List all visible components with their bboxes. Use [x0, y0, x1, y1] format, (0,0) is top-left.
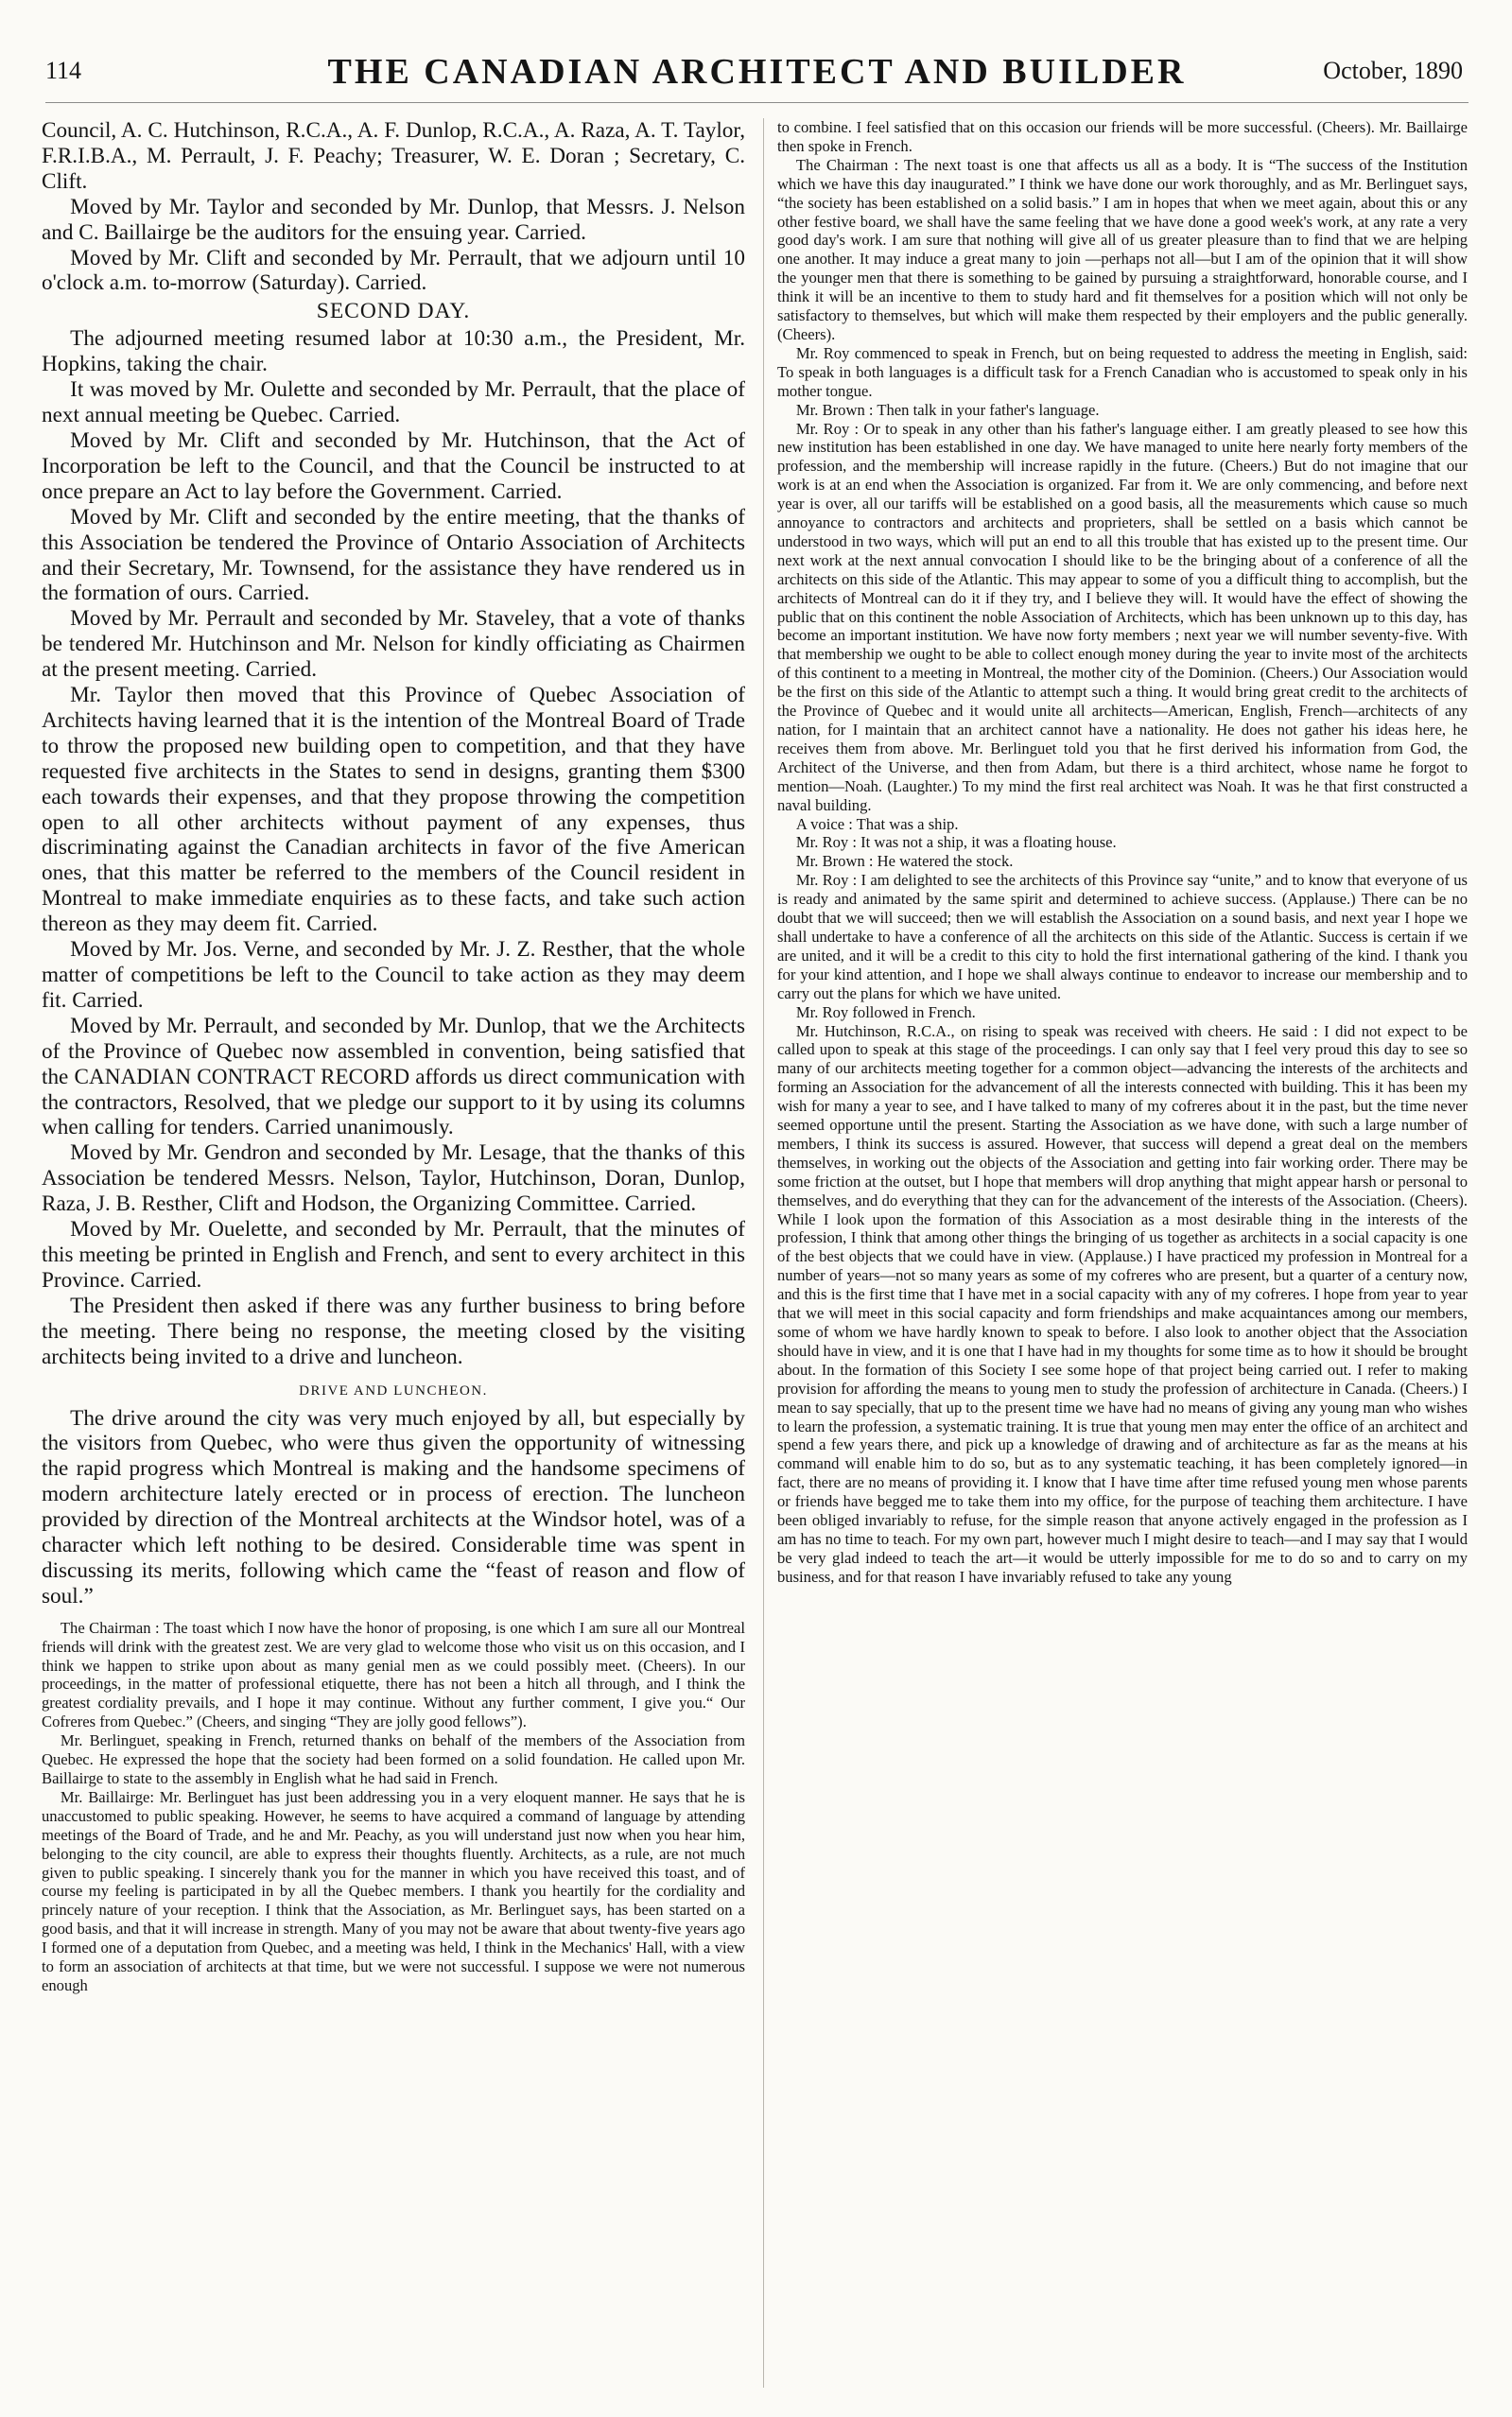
paragraph: Mr. Taylor then moved that this Province of Quebec Association of Architects having learned that it is the intention of the Montreal Board of Trade to throw the proposed new building open to competition, and that they have requested five architects in the States to send in designs, granting them $300 each towards their expenses, and that they propose throwing the competition open to all other architects without payment of any expenses, thus discriminating against the Canadian architects in favor of the five American ones, that this matter be referred to the members of the Council resident in Montreal to make immediate enquiries as to these facts, and take such action thereon as they may deem fit. Carried. [42, 683, 745, 937]
paragraph: Council, A. C. Hutchinson, R.C.A., A. F. Dunlop, R.C.A., A. Raza, A. T. Taylor, F.R.I.B.A., M. Perrault, J. F. Peachy; Treasurer, W. E. Doran ; Secretary, C. Clift. [42, 118, 745, 194]
speech-paragraph: Mr. Roy : It was not a ship, it was a floating house. [795, 833, 1117, 852]
publication-title: THE CANADIAN ARCHITECT AND BUILDER [327, 52, 1187, 92]
page-number: 114 [45, 57, 82, 84]
paragraph: Moved by Mr. Gendron and seconded by Mr. Lesage, that the thanks of this Association be tendered Messrs. Nelson, Taylor, Hutchinson, Doran, Dunlop, Raza, J. B. Resther, Clift and Hodson, the Organizing Committee. Carried. [42, 1140, 745, 1217]
paragraph: Moved by Mr. Clift and seconded by Mr. Perrault, that we adjourn until 10 o'clock a.m. to-morrow (Saturday). Carried. [42, 245, 745, 296]
issue-date: October, 1890 [1323, 57, 1463, 84]
section-heading-drive-luncheon: DRIVE AND LUNCHEON. [299, 1382, 488, 1399]
section-heading-second-day: SECOND DAY. [316, 299, 471, 324]
paragraph: Moved by Mr. Ouelette, and seconded by Mr. Perrault, that the minutes of this meeting be printed in English and French, and sent to every architect in this Province. Carried. [42, 1217, 745, 1293]
page-header [45, 49, 1469, 103]
paragraph: It was moved by Mr. Oulette and seconded by Mr. Perrault, that the place of next annual meeting be Quebec. Carried. [42, 377, 745, 428]
speech-paragraph: A voice : That was a ship. [795, 814, 959, 833]
speech-paragraph: Mr. Brown : Then talk in your father's language. [795, 400, 1100, 419]
speech-paragraph: Mr. Roy followed in French. [795, 1002, 976, 1021]
speech-paragraph: Mr. Roy commenced to speak in French, but on being requested to address the meeting in English, said: To speak in both languages is a difficult task for a French Canadian who is accustomed to speak only in his mother tongue. [777, 343, 1468, 400]
paragraph: Moved by Mr. Perrault, and seconded by Mr. Dunlop, that we the Architects of the Province of Quebec now assembled in convention, being satisfied that the CANADIAN CONTRACT RECORD affords us direct communication with the contractors, Resolved, that we pledge our support to it by using its columns when calling for tenders. Carried unanimously. [42, 1013, 745, 1140]
paragraph: Moved by Mr. Perrault and seconded by Mr. Staveley, that a vote of thanks be tendered Mr. Hutchinson and Mr. Nelson for kindly officiating as Chairmen at the present meeting. Carried. [42, 606, 745, 683]
speech-paragraph: Mr. Baillairge: Mr. Berlinguet has just been addressing you in a very eloquent manner. He says that he is unaccustomed to public speaking. However, he seems to have acquired a command of language by attending meetings of the Board of Trade, and he and Mr. Peachy, as you will understand just now when you hear him, belonging to the city council, are able to express their thoughts fluently. Architects, as a rule, are not much given to public speaking. I sincerely thank you for the manner in which you have received this toast, and of course my feeling is participated in by all the Quebec members. I thank you heartily for the cordiality and princely nature of your reception. I think that the Association, as Mr. Berlinguet says, has been started on a good basis, and that it will increase in strength. Many of you may not be aware that about twenty-five years ago I formed one of a deputation from Quebec, and a meeting was held, I think in the Mechanics' Hall, with a view to form an association of architects at that time, but we were not successful. I suppose we were not numerous enough [42, 1787, 745, 1994]
column-divider [763, 118, 764, 2388]
speech-paragraph: The Chairman : The next toast is one that affects us all as a body. It is “The success of the Institution which we have this day inaugurated.” I think we have done our work thoroughly, and as Mr. Berlinguet says, “the society has been established on a solid basis.” I am in hopes that when we meet again, about this or any other festive board, we shall have the same feeling that we have done a good week's work, at any rate a very good day's work. I am sure that nothing will give all of us greater pleasure than to find that we are helping one another. It may induce a great many to join —perhaps not all—but I am of the opinion that it will show the younger men that there is something to be gained by pursuing a straightforward, honorable course, and I think it will be an incentive to them to study hard and fit themselves for a position which will not only be satisfactory to themselves, but which will make them respected by their employers and the public generally. (Cheers). [777, 155, 1468, 343]
paragraph: The drive around the city was very much enjoyed by all, but especially by the visitors from Quebec, who were thus given the opportunity of witnessing the rapid progress which Montreal is making and the handsome specimens of modern architecture lately erected or in process of erection. The luncheon provided by direction of the Montreal architects at the Windsor hotel, was of a character which left nothing to be desired. Considerable time was spent in discussing its merits, following which came the “feast of reason and flow of soul.” [42, 1405, 745, 1608]
paragraph: Moved by Mr. Jos. Verne, and seconded by Mr. J. Z. Resther, that the whole matter of competitions be left to the Council to take action as they may deem fit. Carried. [42, 937, 745, 1013]
speech-paragraph: to combine. I feel satisfied that on this occasion our friends will be more successful. (Cheers). Mr. Baillairge then spoke in French. [777, 118, 1468, 155]
paragraph: The adjourned meeting resumed labor at 10:30 a.m., the President, Mr. Hopkins, taking the chair. [42, 326, 745, 377]
paragraph: Moved by Mr. Taylor and seconded by Mr. Dunlop, that Messrs. J. Nelson and C. Baillairge be the auditors for the ensuing year. Carried. [42, 194, 745, 245]
speech-paragraph: The Chairman : The toast which I now have the honor of proposing, is one which I am sure all our Montreal friends will drink with the greatest zest. We are very glad to welcome those who visit us on this occasion, and I think we happen to strike upon about as many genial men as we could possibly meet. (Cheers). In our proceedings, in the matter of professional etiquette, there has not been a hitch all through, and I think the greatest cordiality prevails, and I hope it may continue. Without any further comment, I give you.“ Our Cofreres from Quebec.” (Cheers, and singing “They are jolly good fellows”). [42, 1618, 745, 1731]
speech-paragraph: Mr. Brown : He watered the stock. [795, 852, 1014, 871]
right-column [777, 118, 1468, 2392]
paragraph: Moved by Mr. Clift and seconded by Mr. Hutchinson, that the Act of Incorporation be left to the Council, and that the Council be instructed to at once prepare an Act to lay before the Government. Carried. [42, 427, 745, 504]
speech-paragraph: Mr. Berlinguet, speaking in French, returned thanks on behalf of the members of the Association from Quebec. He expressed the hope that the society had been formed on a solid foundation. He called upon Mr. Baillairge to state to the assembly in English what he had said in French. [42, 1731, 745, 1787]
left-column [42, 118, 745, 2392]
paragraph: The President then asked if there was any further business to bring before the meeting. There being no response, the meeting closed by the visiting architects being invited to a drive and luncheon. [42, 1293, 745, 1369]
speech-paragraph: Mr. Roy : Or to speak in any other than his father's language either. I am greatly pleased to see how this new institution has been established in one day. We have managed to unite here nearly forty members of the profession, and the membership will increase rapidly in the future. (Cheers.) But do not imagine that our work is at an end when the Association is organized. Far from it. We are only commencing, and before next year is over, all our tariffs will be established on a good basis, all the measurements which cause so much annoyance to contractors and architects and proprieters, shall be settled on a basis which cannot be understood in two ways, which will put an end to all this trouble that has existed up to the present time. Our next work at the next annual convocation I should like to be the bringing about of a conference of all the architects on this side of the Atlantic. This may appear to some of you a difficult thing to accomplish, but the architects of Montreal can do it if they try, and I believe they will. It would have the effect of showing the public that on this continent the noble Association of Architects, which has been unknown up to this day, has become an important institution. We have now forty members ; next year we will number seventy-five. With that membership we ought to be able to collect enough money during the year to invite most of the architects of this continent to a meeting in Montreal, the mother city of the Dominion. (Cheers.) Our Association would be the first on this side of the Atlantic to attempt such a thing. It would bring great credit to the architects of the Province of Quebec and it would unite all architects—American, English, French—architects of any nation, for I maintain that an architect cannot have a nationality. He does not gather his ideas here, he receives them from above. Mr. Berlinguet told you that he first derived his information from God, the Architect of the Universe, and then from Adam, but there is a third architect, whose name he forgot to mention—Noah. (Laughter.) To my mind the first real architect was Noah. It was he that first constructed a naval building. [777, 419, 1468, 814]
speech-paragraph: Mr. Roy : I am delighted to see the architects of this Province say “unite,” and to know that everyone of us is ready and animated by the same spirit and determined to achieve success. (Applause.) There can be no doubt that we will succeed; then we will establish the Association on a sound basis, and next year I hope we shall undertake to have a conference of all the architects on this side of the Atlantic. Success is certain if we are united, and it will be a credit to this city to hold the first international gathering of the kind. I thank you for your kind attention, and I hope we shall always continue to endeavor to increase our membership and to carry out the plans for which we have united. [777, 871, 1468, 1002]
speech-paragraph: Mr. Hutchinson, R.C.A., on rising to speak was received with cheers. He said : I did not expect to be called upon to speak at this stage of the proceedings. I can only say that I feel very proud this day to see so many of our architects meeting together for a common object—advancing the interests of the architects and forming an Association for the advancement of all the interests connected with building. This it has been my wish for many a year to see, and I have talked to many of my cofreres about it in the past, but the time never seemed opportune until the present. Starting the Association as we have done, with such a large number of members, I think its success is assured. However, that success will depend a great deal on the members themselves, in working out the objects of the Association and getting into fair working order. There may be some friction at the outset, but I hope that members will drop anything that might appear harsh or personal to themselves, and do everything that they can for the advancement of the interests of the Association. (Cheers). While I look upon the formation of this Association as a most desirable thing in the interests of the profession, I think that among other things the bringing of us together as architects in a social capacity is one of the best objects that we could have in view. (Applause.) I have practiced my profession in Montreal for a number of years—not so many years as some of my cofreres who are present, but a quarter of a century now, and this is the first time that I have met in a social capacity with any of my cofreres. I hope from year to year that we will meet in this social capacity and form friendships and make acquaintances among our members, some of whom we have hardly known to speak to before. I also look to another object that the Association should have in view, and it is one that I have had in my thoughts for some time as to how it should be brought about. In the formation of this Society I see some hope of that project being carried out. I refer to making provision for affording the means to young men to study the profession of architecture in Canada. (Cheers.) I mean to say specially, that up to the present time we have had no means of giving any young man who wishes to learn the profession, a systematic training. It is true that young men may enter the office of an architect and spend a few years there, and pick up a knowledge of drawing and of architecture as far as the means at his command will enable him to do so, but as to any systematic teaching, it has been completely ignored—in fact, there are no means of providing it. I know that I have time after time refused young men whose parents or friends have begged me to take them into my office, for the purpose of teaching them architecture. I have been obliged invariably to refuse, for the simple reason that anyone actively engaged in the profession as I am has no time to teach. For my own part, however much I might desire to teach—and I may say that I would be very glad indeed to teach the art—it would be utterly impossible for me to do so and to carry on my business, and for that reason I have invariably refused to take any young [777, 1021, 1468, 1586]
paragraph: Moved by Mr. Clift and seconded by the entire meeting, that the thanks of this Association be tendered the Province of Ontario Association of Architects and their Secretary, Mr. Townsend, for the assistance they have rendered us in the formation of ours. Carried. [42, 504, 745, 606]
